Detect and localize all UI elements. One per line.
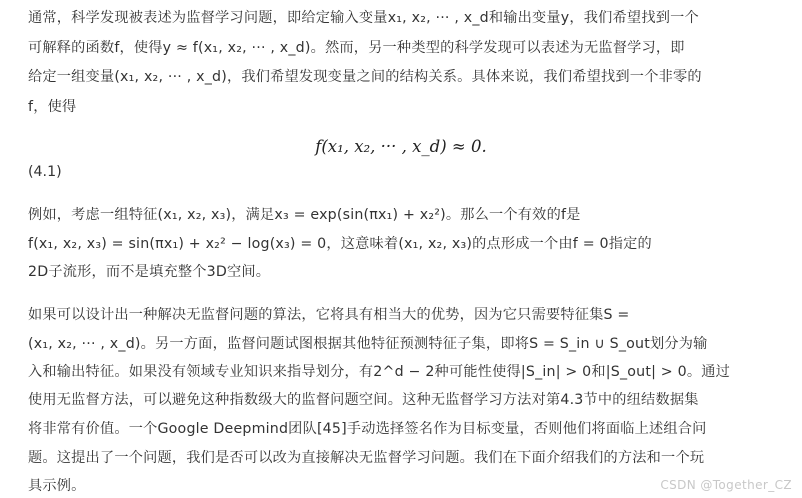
paragraph1-line2: 可解释的函数f，使得y ≈ f(x₁, x₂, ··· , x_d)。然而，另一种类型的科学发现可以表述为无监督学习，即	[28, 40, 685, 56]
paragraph3-line4: 使用无监督方法，可以避免这种指数级大的监督问题空间。这种无监督学习方法对第4.3节中的纽结数据集	[28, 392, 699, 408]
paragraph3-line3: 入和输出特征。如果没有领域专业知识来指导划分，有2^d − 2种可能性使得|S_in| > 0和|S_out| > 0。通过	[28, 364, 730, 380]
paragraph3-line2: (x₁, x₂, ··· , x_d)。另一方面，监督问题试图根据其他特征预测特征子集，即将S = S_in ∪ S_out划分为输	[28, 336, 708, 352]
paragraph1-line3: 给定一组变量(x₁, x₂, ··· , x_d)，我们希望发现变量之间的结构关系。具体来说，我们希望找到一个非零的	[28, 69, 702, 85]
paragraph3-line6: 题。这提出了一个问题，我们是否可以改为直接解决无监督学习问题。我们在下面介绍我们的方法和一个玩	[28, 450, 705, 466]
equation-number: (4.1)	[28, 164, 62, 180]
paragraph2-line2: f(x₁, x₂, x₃) = sin(πx₁) + x₂² − log(x₃) = 0，这意味着(x₁, x₂, x₃)的点形成一个由f = 0指定的	[28, 236, 652, 252]
display-equation: f(x₁, x₂, ··· , x_d) ≈ 0.	[315, 137, 487, 156]
paragraph1-line1: 通常，科学发现被表述为监督学习问题，即给定输入变量x₁, x₂, ··· , x_d和输出变量y，我们希望找到一个	[28, 10, 699, 26]
paragraph2-line1: 例如，考虑一组特征(x₁, x₂, x₃)，满足x₃ = exp(sin(πx₁) + x₂²)。那么一个有效的f是	[28, 207, 581, 223]
paragraph3-line1: 如果可以设计出一种解决无监督问题的算法，它将具有相当大的优势，因为它只需要特征集S =	[28, 307, 630, 323]
paragraph3-line5: 将非常有价值。一个Google Deepmind团队[45]手动选择签名作为目标变量，否则他们将面临上述组合问	[28, 421, 707, 437]
csdn-watermark: CSDN @Together_CZ	[660, 478, 792, 492]
paragraph2-line3: 2D子流形，而不是填充整个3D空间。	[28, 264, 271, 280]
paragraph3-line7: 具示例。	[28, 478, 86, 494]
paragraph1-line4: f，使得	[28, 99, 77, 115]
